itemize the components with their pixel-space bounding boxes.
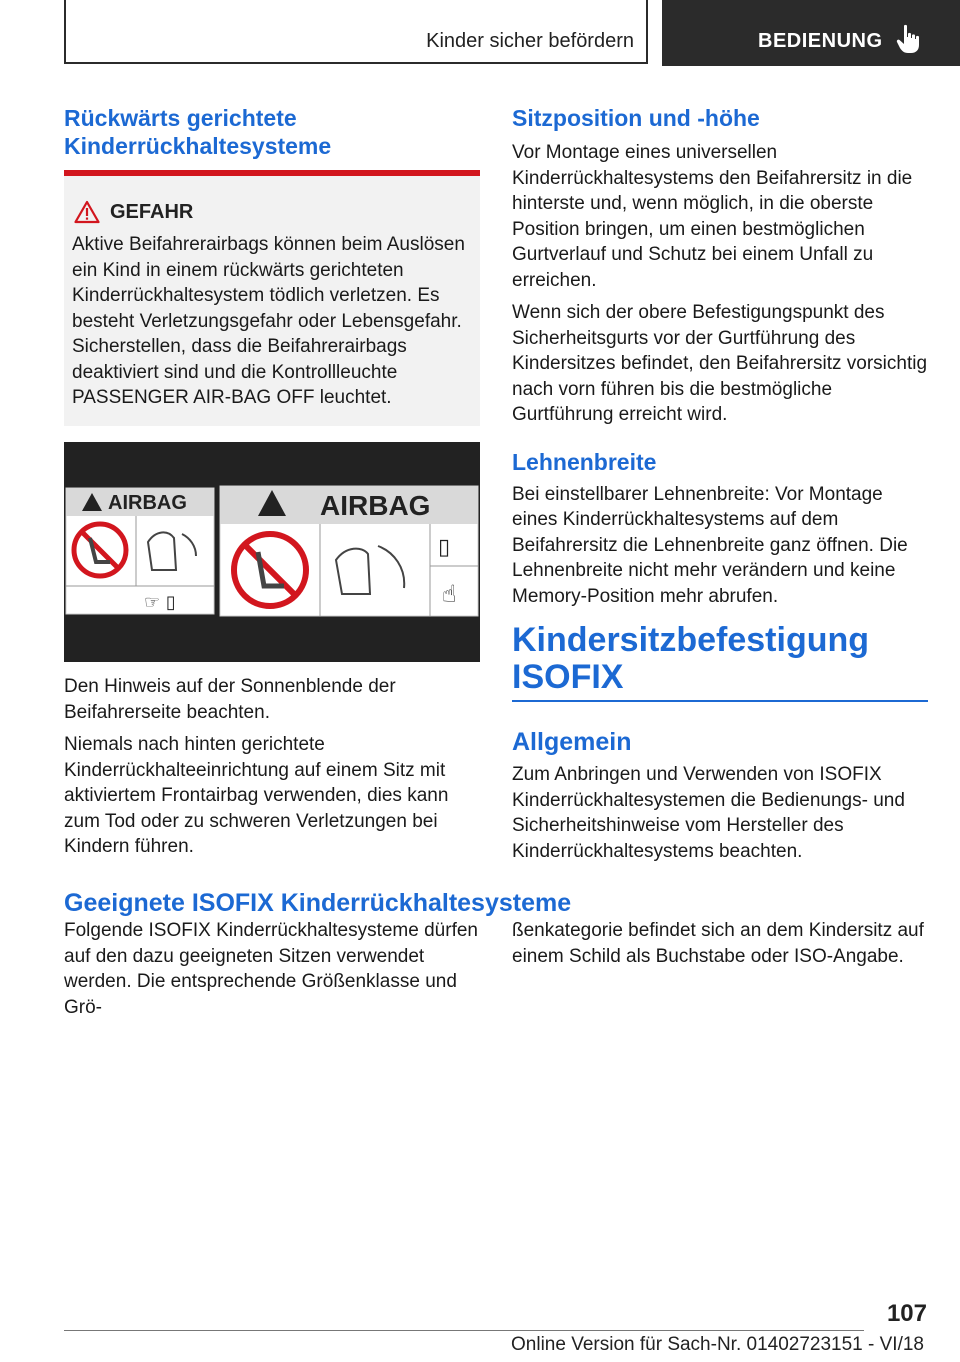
footer-version: Online Version für Sach-Nr. 01402723151 - VI/18	[511, 1334, 924, 1355]
danger-notice	[64, 170, 480, 426]
left-section-heading: Rückwärts gerichtete Kinderrückhaltesysteme	[64, 105, 332, 159]
rear-facing-warning-paragraph: Niemals nach hinten gerichtete Kinderrückhalteeinrichtung auf einem Sitz mit aktiviertem Frontairbag verwenden, dies kann zum Tod oder zu schweren Verletzungen bei Kindern führen.	[64, 734, 449, 857]
general-heading: Allgemein	[512, 728, 632, 756]
general-paragraph: Zum Anbringen und Verwenden von ISOFIX Kinderrückhaltesystemen die Bedienungs- und Sicherheitshinweise vom Hersteller des Kinderrückhaltesystems beachten.	[512, 764, 905, 862]
section-title: BEDIENUNG	[758, 30, 883, 52]
airbag-labels-illustration	[64, 442, 480, 662]
small-label-icons: ☞ ▯	[144, 592, 176, 613]
pointing-hand-icon	[896, 24, 922, 54]
chapter-header	[64, 0, 648, 64]
chapter-title: Kinder sicher befördern	[426, 30, 634, 52]
heading-rule	[512, 700, 928, 702]
isofix-main-heading: Kindersitzbefestigung ISOFIX	[512, 621, 870, 696]
small-airbag-text: AIRBAG	[108, 492, 187, 514]
seat-position-paragraph-2: Wenn sich der obere Befestigungspunkt des Sicherheitsgurts vor der Gurtführung des Kindersitzes befindet, den Beifahrersitz vorsichtig nach vorn führen bis die bestmögliche Gurtführung erreicht wird.	[512, 302, 928, 425]
sunvisor-paragraph: Den Hinweis auf der Sonnenblende der Beifahrerseite beachten.	[64, 676, 396, 723]
suitable-isofix-heading: Geeignete ISOFIX Kinderrückhaltesysteme	[64, 889, 572, 917]
suitable-isofix-paragraph-right: ßenkategorie befindet sich an dem Kindersitz auf einem Schild als Buchstabe oder ISO-Angabe.	[512, 920, 924, 967]
footer-rule	[64, 1330, 864, 1331]
backrest-width-paragraph: Bei einstellbarer Lehnenbreite: Vor Montage eines Kinderrückhaltesystems auf dem Beifahrersitz die Lehnenbreite ganz öffnen. Die Lehnenbreite nicht mehr verändern und keine Memory-Position mehr abrufen.	[512, 483, 908, 607]
large-label-book-icon: ▯	[438, 535, 451, 560]
seat-position-paragraph-1: Vor Montage eines universellen Kinderrückhaltesystems den Beifahrersitz in die hinterste und, wenn möglich, in die oberste Position bringen, um einen bestmöglichen Gurtverlauf und Schutz bei einem Unfall zu erreichen.	[512, 142, 913, 291]
warning-triangle-icon	[74, 200, 100, 224]
large-airbag-text: AIRBAG	[320, 490, 431, 521]
section-header	[662, 0, 960, 66]
suitable-isofix-paragraph-left: Folgende ISOFIX Kinderrückhaltesysteme dürfen auf den dazu geeigneten Sitzen verwendet werden. Die entsprechende Größenklasse und Grö-	[64, 920, 478, 1018]
danger-label: GEFAHR	[110, 200, 194, 223]
airbag-warning-label-image	[64, 442, 480, 662]
page-number: 107	[886, 1300, 927, 1327]
seat-position-heading: Sitzposition und -höhe	[512, 105, 760, 131]
danger-text: Aktive Beifahrerairbags können beim Auslösen ein Kind in einem rückwärts gerichteten Kinderrückhaltesystem tödlich verletzen. Es besteht Verletzungsgefahr oder Lebensgefahr. Sicherstellen, dass die Beifahrerairbags deaktiviert sind und die Kontrollleuchte PASSENGER AIR-BAG OFF leuchtet.	[72, 234, 465, 408]
large-label-hand-icon: ☝	[442, 580, 457, 608]
backrest-width-heading: Lehnenbreite	[512, 448, 657, 475]
